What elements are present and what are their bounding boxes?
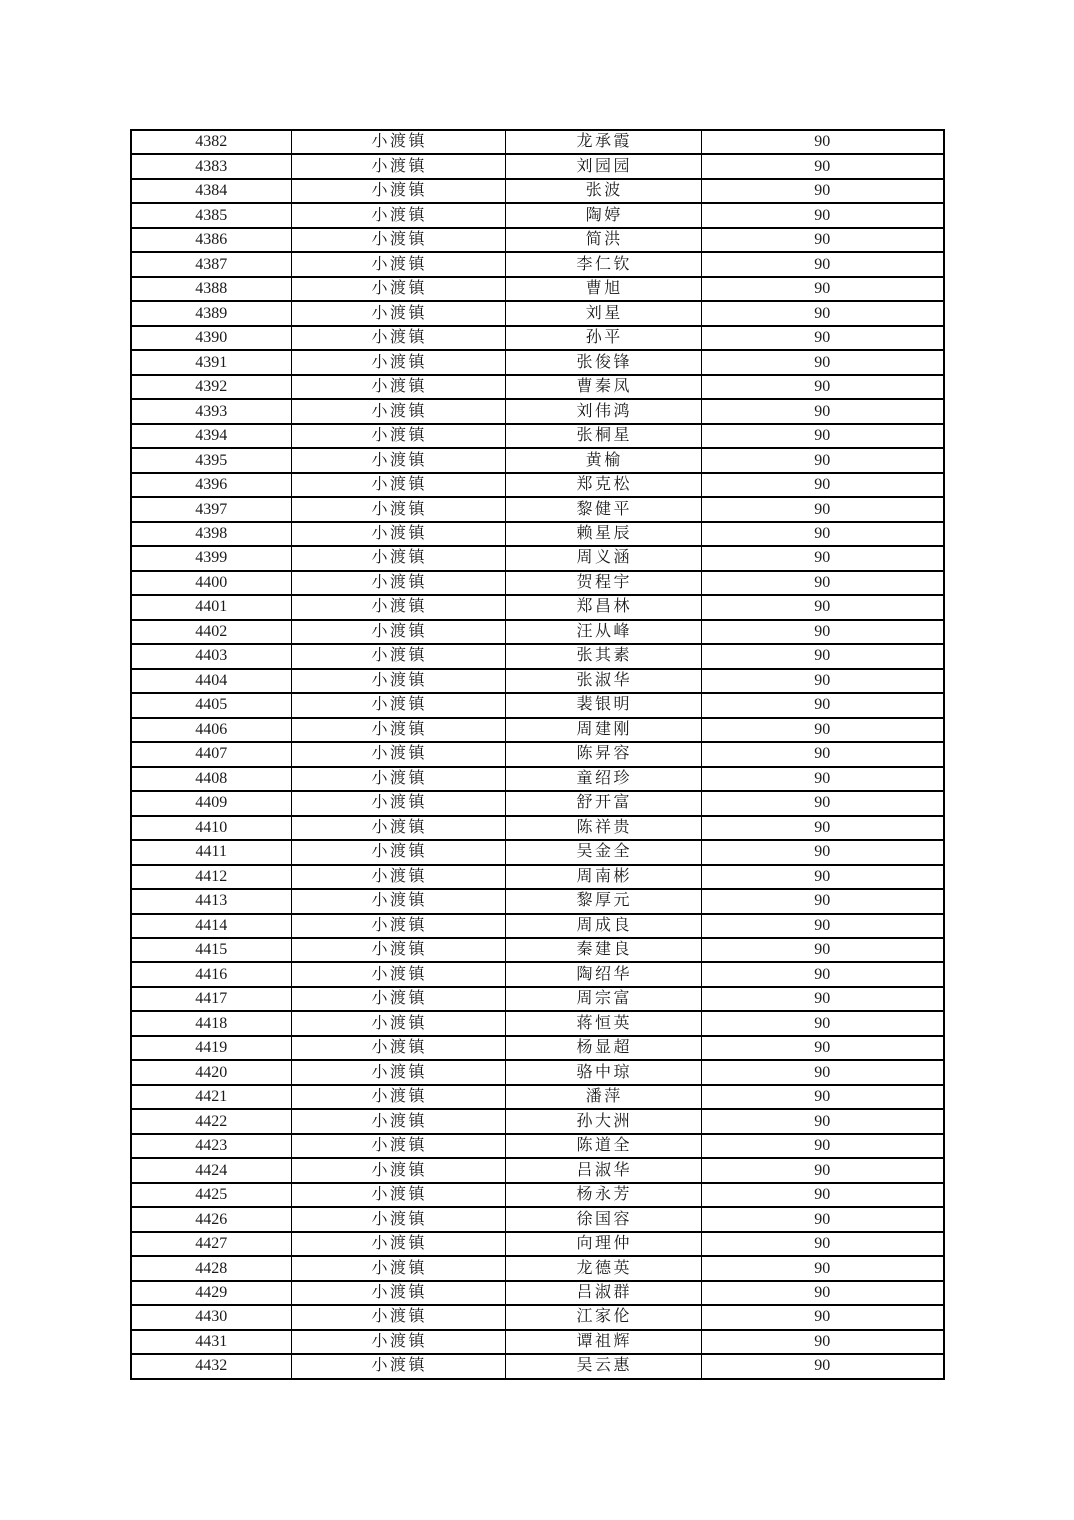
serial-number-cell: 4420: [131, 1060, 291, 1084]
table-row: [131, 816, 944, 840]
score-cell: 90: [701, 1085, 944, 1109]
table-row: [131, 1060, 944, 1084]
name-cell: 吴金全: [505, 840, 701, 864]
score-cell: 90: [701, 962, 944, 986]
score-cell: 90: [701, 620, 944, 644]
town-cell: 小渡镇: [291, 448, 505, 472]
table-row: [131, 1011, 944, 1035]
table-row: [131, 228, 944, 252]
town-cell: 小渡镇: [291, 154, 505, 178]
name-cell: 孙平: [505, 326, 701, 350]
town-cell: 小渡镇: [291, 840, 505, 864]
score-cell: 90: [701, 252, 944, 276]
town-cell: 小渡镇: [291, 203, 505, 227]
serial-number-cell: 4412: [131, 865, 291, 889]
name-cell: 陈昇容: [505, 742, 701, 766]
serial-number-cell: 4428: [131, 1256, 291, 1280]
serial-number-cell: 4410: [131, 816, 291, 840]
table-row: [131, 301, 944, 325]
serial-number-cell: 4424: [131, 1158, 291, 1182]
name-cell: 郑昌林: [505, 595, 701, 619]
serial-number-cell: 4427: [131, 1232, 291, 1256]
table-row: [131, 791, 944, 815]
town-cell: 小渡镇: [291, 1281, 505, 1305]
name-cell: 周南彬: [505, 865, 701, 889]
town-cell: 小渡镇: [291, 497, 505, 521]
serial-number-cell: 4385: [131, 203, 291, 227]
serial-number-cell: 4395: [131, 448, 291, 472]
table-row: [131, 840, 944, 864]
score-cell: 90: [701, 840, 944, 864]
serial-number-cell: 4411: [131, 840, 291, 864]
serial-number-cell: 4414: [131, 914, 291, 938]
serial-number-cell: 4408: [131, 767, 291, 791]
name-cell: 张其素: [505, 644, 701, 668]
town-cell: 小渡镇: [291, 914, 505, 938]
table-row: [131, 179, 944, 203]
table-row: [131, 595, 944, 619]
name-cell: 江家伦: [505, 1305, 701, 1329]
score-cell: 90: [701, 424, 944, 448]
serial-number-cell: 4409: [131, 791, 291, 815]
town-cell: 小渡镇: [291, 571, 505, 595]
serial-number-cell: 4383: [131, 154, 291, 178]
roster-table: [130, 129, 945, 1380]
table-row: [131, 1207, 944, 1231]
serial-number-cell: 4389: [131, 301, 291, 325]
serial-number-cell: 4406: [131, 718, 291, 742]
score-cell: 90: [701, 1011, 944, 1035]
name-cell: 张波: [505, 179, 701, 203]
score-cell: 90: [701, 375, 944, 399]
name-cell: 舒开富: [505, 791, 701, 815]
serial-number-cell: 4417: [131, 987, 291, 1011]
table-row: [131, 1232, 944, 1256]
name-cell: 徐国容: [505, 1207, 701, 1231]
serial-number-cell: 4413: [131, 889, 291, 913]
town-cell: 小渡镇: [291, 1330, 505, 1354]
serial-number-cell: 4422: [131, 1109, 291, 1133]
table-row: [131, 375, 944, 399]
table-row: [131, 399, 944, 423]
score-cell: 90: [701, 1183, 944, 1207]
town-cell: 小渡镇: [291, 399, 505, 423]
table-row: [131, 1183, 944, 1207]
serial-number-cell: 4382: [131, 130, 291, 154]
table-row: [131, 620, 944, 644]
table-row: [131, 669, 944, 693]
table-row: [131, 350, 944, 374]
serial-number-cell: 4387: [131, 252, 291, 276]
town-cell: 小渡镇: [291, 791, 505, 815]
table-row: [131, 1036, 944, 1060]
town-cell: 小渡镇: [291, 252, 505, 276]
town-cell: 小渡镇: [291, 620, 505, 644]
table-row: [131, 1134, 944, 1158]
town-cell: 小渡镇: [291, 326, 505, 350]
name-cell: 周成良: [505, 914, 701, 938]
table-row: [131, 987, 944, 1011]
serial-number-cell: 4429: [131, 1281, 291, 1305]
town-cell: 小渡镇: [291, 767, 505, 791]
name-cell: 曹秦凤: [505, 375, 701, 399]
table-row: [131, 865, 944, 889]
score-cell: 90: [701, 1281, 944, 1305]
score-cell: 90: [701, 938, 944, 962]
score-cell: 90: [701, 179, 944, 203]
table-row: [131, 326, 944, 350]
name-cell: 贺程宇: [505, 571, 701, 595]
serial-number-cell: 4393: [131, 399, 291, 423]
name-cell: 向理仲: [505, 1232, 701, 1256]
town-cell: 小渡镇: [291, 350, 505, 374]
name-cell: 陶婷: [505, 203, 701, 227]
table-row: [131, 130, 944, 154]
town-cell: 小渡镇: [291, 865, 505, 889]
score-cell: 90: [701, 326, 944, 350]
table-row: [131, 644, 944, 668]
town-cell: 小渡镇: [291, 1256, 505, 1280]
town-cell: 小渡镇: [291, 742, 505, 766]
town-cell: 小渡镇: [291, 228, 505, 252]
score-cell: 90: [701, 693, 944, 717]
town-cell: 小渡镇: [291, 644, 505, 668]
roster-table-body: [131, 130, 944, 1379]
name-cell: 曹旭: [505, 277, 701, 301]
name-cell: 吴云惠: [505, 1354, 701, 1378]
serial-number-cell: 4405: [131, 693, 291, 717]
score-cell: 90: [701, 1109, 944, 1133]
serial-number-cell: 4404: [131, 669, 291, 693]
town-cell: 小渡镇: [291, 179, 505, 203]
town-cell: 小渡镇: [291, 1109, 505, 1133]
serial-number-cell: 4425: [131, 1183, 291, 1207]
town-cell: 小渡镇: [291, 277, 505, 301]
score-cell: 90: [701, 1232, 944, 1256]
town-cell: 小渡镇: [291, 1354, 505, 1378]
table-row: [131, 718, 944, 742]
serial-number-cell: 4416: [131, 962, 291, 986]
table-row: [131, 473, 944, 497]
table-row: [131, 889, 944, 913]
town-cell: 小渡镇: [291, 1158, 505, 1182]
table-row: [131, 203, 944, 227]
score-cell: 90: [701, 399, 944, 423]
table-row: [131, 252, 944, 276]
name-cell: 龙承霞: [505, 130, 701, 154]
town-cell: 小渡镇: [291, 473, 505, 497]
table-row: [131, 742, 944, 766]
score-cell: 90: [701, 791, 944, 815]
score-cell: 90: [701, 669, 944, 693]
name-cell: 赖星辰: [505, 522, 701, 546]
score-cell: 90: [701, 1354, 944, 1378]
serial-number-cell: 4397: [131, 497, 291, 521]
score-cell: 90: [701, 350, 944, 374]
score-cell: 90: [701, 1060, 944, 1084]
table-row: [131, 571, 944, 595]
town-cell: 小渡镇: [291, 1036, 505, 1060]
name-cell: 周义涵: [505, 546, 701, 570]
name-cell: 蒋恒英: [505, 1011, 701, 1035]
town-cell: 小渡镇: [291, 1183, 505, 1207]
table-row: [131, 448, 944, 472]
name-cell: 裴银明: [505, 693, 701, 717]
name-cell: 张俊锋: [505, 350, 701, 374]
score-cell: 90: [701, 1305, 944, 1329]
serial-number-cell: 4426: [131, 1207, 291, 1231]
name-cell: 吕淑华: [505, 1158, 701, 1182]
name-cell: 秦建良: [505, 938, 701, 962]
name-cell: 周建刚: [505, 718, 701, 742]
serial-number-cell: 4432: [131, 1354, 291, 1378]
serial-number-cell: 4398: [131, 522, 291, 546]
score-cell: 90: [701, 644, 944, 668]
serial-number-cell: 4384: [131, 179, 291, 203]
score-cell: 90: [701, 154, 944, 178]
name-cell: 杨显超: [505, 1036, 701, 1060]
name-cell: 黎健平: [505, 497, 701, 521]
score-cell: 90: [701, 1256, 944, 1280]
score-cell: 90: [701, 473, 944, 497]
serial-number-cell: 4419: [131, 1036, 291, 1060]
name-cell: 谭祖辉: [505, 1330, 701, 1354]
town-cell: 小渡镇: [291, 1305, 505, 1329]
town-cell: 小渡镇: [291, 130, 505, 154]
name-cell: 张淑华: [505, 669, 701, 693]
town-cell: 小渡镇: [291, 1207, 505, 1231]
score-cell: 90: [701, 522, 944, 546]
serial-number-cell: 4396: [131, 473, 291, 497]
table-row: [131, 1354, 944, 1378]
name-cell: 刘星: [505, 301, 701, 325]
town-cell: 小渡镇: [291, 546, 505, 570]
table-row: [131, 1305, 944, 1329]
town-cell: 小渡镇: [291, 693, 505, 717]
table-row: [131, 1158, 944, 1182]
score-cell: 90: [701, 448, 944, 472]
score-cell: 90: [701, 914, 944, 938]
table-row: [131, 546, 944, 570]
score-cell: 90: [701, 228, 944, 252]
serial-number-cell: 4407: [131, 742, 291, 766]
table-row: [131, 1109, 944, 1133]
table-row: [131, 693, 944, 717]
table-row: [131, 1085, 944, 1109]
serial-number-cell: 4388: [131, 277, 291, 301]
serial-number-cell: 4421: [131, 1085, 291, 1109]
score-cell: 90: [701, 889, 944, 913]
name-cell: 潘萍: [505, 1085, 701, 1109]
table-row: [131, 767, 944, 791]
score-cell: 90: [701, 865, 944, 889]
score-cell: 90: [701, 497, 944, 521]
score-cell: 90: [701, 767, 944, 791]
name-cell: 吕淑群: [505, 1281, 701, 1305]
serial-number-cell: 4394: [131, 424, 291, 448]
town-cell: 小渡镇: [291, 718, 505, 742]
table-row: [131, 1256, 944, 1280]
town-cell: 小渡镇: [291, 1085, 505, 1109]
score-cell: 90: [701, 301, 944, 325]
score-cell: 90: [701, 1330, 944, 1354]
name-cell: 李仁钦: [505, 252, 701, 276]
name-cell: 周宗富: [505, 987, 701, 1011]
town-cell: 小渡镇: [291, 301, 505, 325]
name-cell: 陈道全: [505, 1134, 701, 1158]
serial-number-cell: 4386: [131, 228, 291, 252]
town-cell: 小渡镇: [291, 522, 505, 546]
serial-number-cell: 4401: [131, 595, 291, 619]
table-row: [131, 497, 944, 521]
town-cell: 小渡镇: [291, 1134, 505, 1158]
score-cell: 90: [701, 1134, 944, 1158]
table-row: [131, 1281, 944, 1305]
score-cell: 90: [701, 816, 944, 840]
serial-number-cell: 4431: [131, 1330, 291, 1354]
score-cell: 90: [701, 1036, 944, 1060]
table-row: [131, 1330, 944, 1354]
name-cell: 孙大洲: [505, 1109, 701, 1133]
score-cell: 90: [701, 595, 944, 619]
table-row: [131, 154, 944, 178]
score-cell: 90: [701, 1158, 944, 1182]
serial-number-cell: 4423: [131, 1134, 291, 1158]
serial-number-cell: 4403: [131, 644, 291, 668]
score-cell: 90: [701, 130, 944, 154]
score-cell: 90: [701, 571, 944, 595]
score-cell: 90: [701, 277, 944, 301]
table-row: [131, 424, 944, 448]
serial-number-cell: 4430: [131, 1305, 291, 1329]
town-cell: 小渡镇: [291, 987, 505, 1011]
town-cell: 小渡镇: [291, 816, 505, 840]
serial-number-cell: 4418: [131, 1011, 291, 1035]
town-cell: 小渡镇: [291, 889, 505, 913]
name-cell: 汪从峰: [505, 620, 701, 644]
serial-number-cell: 4400: [131, 571, 291, 595]
name-cell: 骆中琼: [505, 1060, 701, 1084]
serial-number-cell: 4392: [131, 375, 291, 399]
serial-number-cell: 4391: [131, 350, 291, 374]
name-cell: 杨永芳: [505, 1183, 701, 1207]
score-cell: 90: [701, 546, 944, 570]
town-cell: 小渡镇: [291, 669, 505, 693]
score-cell: 90: [701, 987, 944, 1011]
name-cell: 刘伟鸿: [505, 399, 701, 423]
name-cell: 陈祥贵: [505, 816, 701, 840]
town-cell: 小渡镇: [291, 595, 505, 619]
serial-number-cell: 4399: [131, 546, 291, 570]
name-cell: 童绍珍: [505, 767, 701, 791]
town-cell: 小渡镇: [291, 375, 505, 399]
table-row: [131, 522, 944, 546]
score-cell: 90: [701, 1207, 944, 1231]
table-row: [131, 938, 944, 962]
table-row: [131, 914, 944, 938]
name-cell: 郑克松: [505, 473, 701, 497]
town-cell: 小渡镇: [291, 962, 505, 986]
name-cell: 黎厚元: [505, 889, 701, 913]
table-row: [131, 962, 944, 986]
serial-number-cell: 4402: [131, 620, 291, 644]
town-cell: 小渡镇: [291, 1060, 505, 1084]
score-cell: 90: [701, 742, 944, 766]
town-cell: 小渡镇: [291, 938, 505, 962]
score-cell: 90: [701, 718, 944, 742]
name-cell: 龙德英: [505, 1256, 701, 1280]
name-cell: 黄榆: [505, 448, 701, 472]
name-cell: 张桐星: [505, 424, 701, 448]
score-cell: 90: [701, 203, 944, 227]
name-cell: 简洪: [505, 228, 701, 252]
town-cell: 小渡镇: [291, 1011, 505, 1035]
name-cell: 陶绍华: [505, 962, 701, 986]
town-cell: 小渡镇: [291, 1232, 505, 1256]
town-cell: 小渡镇: [291, 424, 505, 448]
serial-number-cell: 4415: [131, 938, 291, 962]
name-cell: 刘园园: [505, 154, 701, 178]
serial-number-cell: 4390: [131, 326, 291, 350]
table-row: [131, 277, 944, 301]
